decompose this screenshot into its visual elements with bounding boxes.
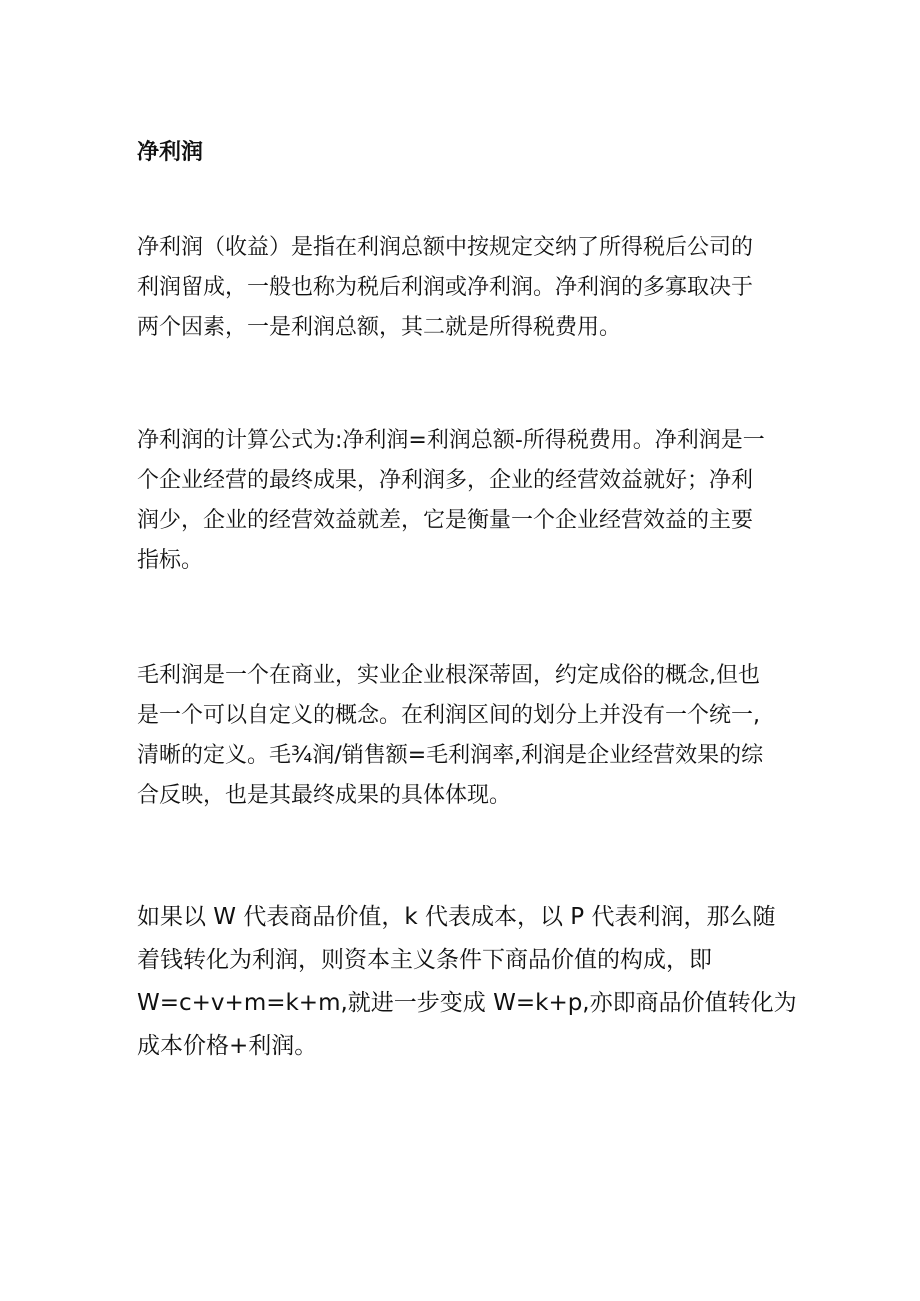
paragraph-line: 着钱转化为利润，则资本主义条件下商品价值的构成，即 [137,947,712,973]
paragraph-line: 指标。 [137,548,204,573]
paragraph-net-profit-formula [137,421,765,581]
paragraph-net-profit-definition [137,228,753,348]
paragraph-line: 润少，企业的经营效益就差，它是衡量一个企业经营效益的主要 [137,508,754,533]
paragraph-line: 净利润的计算公式为:净利润=利润总额-所得税费用。净利润是一 [137,428,765,453]
paragraph-gross-profit [137,656,763,816]
paragraph-line: 合反映，也是其最终成果的具体体现。 [137,783,512,808]
paragraph-commodity-value [137,896,797,1068]
paragraph-line: 是一个可以自定义的概念。在利润区间的划分上并没有一个统一, [137,703,760,728]
paragraph-line: W=c+v+m=k+m,就进一步变成 W=k+p,亦即商品价值转化为 [137,990,797,1016]
paragraph-line: 成本价格+利润。 [137,1033,318,1059]
paragraph-line: 如果以 W 代表商品价值，k 代表成本，以 P 代表利润，那么随 [137,904,776,930]
paragraph-line: 净利润（收益）是指在利润总额中按规定交纳了所得税后公司的 [137,235,754,260]
paragraph-line: 清晰的定义。毛¾润/销售额=毛利润率,利润是企业经营效果的综 [137,743,764,768]
paragraph-line: 毛利润是一个在商业，实业企业根深蒂固，约定成俗的概念,但也 [137,663,760,688]
paragraph-line: 利润留成，一般也称为税后利润或净利润。净利润的多寡取决于 [137,275,754,300]
document-title: 净利润 [137,140,204,165]
paragraph-line: 两个因素，一是利润总额，其二就是所得税费用。 [137,315,622,340]
paragraph-line: 个企业经营的最终成果，净利润多，企业的经营效益就好；净利 [137,468,754,493]
